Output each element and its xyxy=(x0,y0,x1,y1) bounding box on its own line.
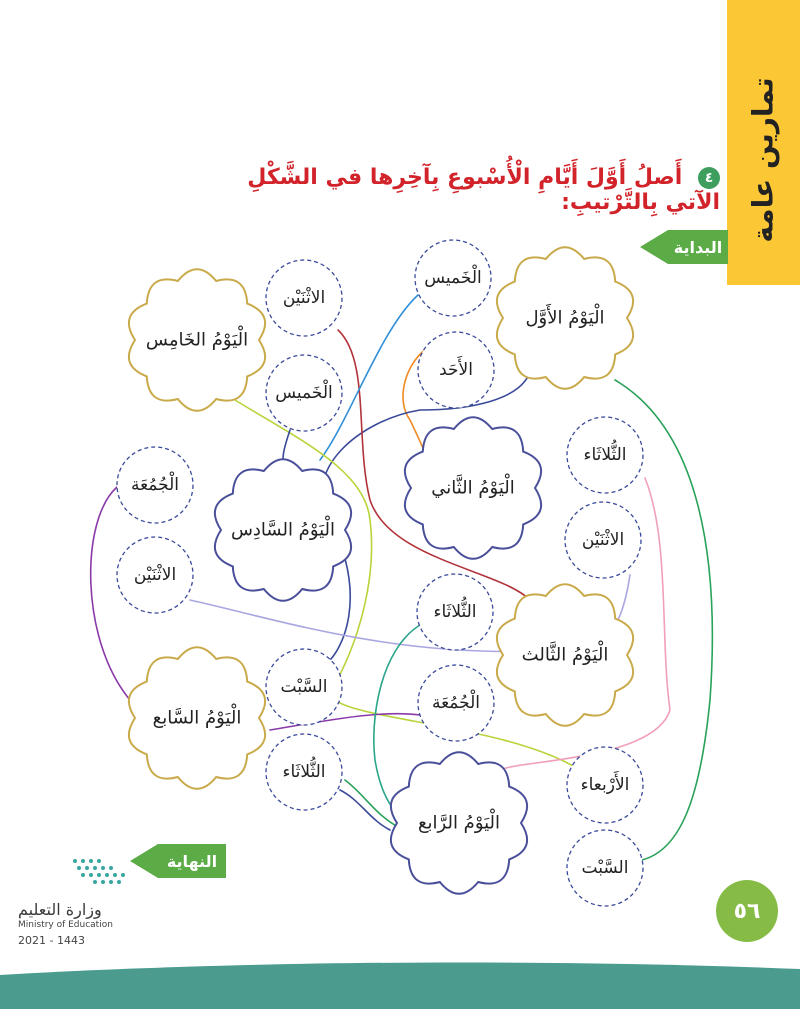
day-circle-c11 xyxy=(418,665,494,741)
day-circle-label-c6: الْجُمُعَة xyxy=(130,475,180,495)
ministry-name-english: Ministry of Education xyxy=(18,920,113,930)
day-circle-label-c1: الْخَميس xyxy=(424,268,482,288)
day-shapes xyxy=(117,240,643,906)
ministry-logo-icon xyxy=(65,855,155,885)
question-number: ٤ xyxy=(698,167,720,189)
day-circle-c14 xyxy=(567,830,643,906)
day-circle-label-c9: الثُّلاثَاء xyxy=(433,602,477,622)
day-circle-label-c11: الْجُمُعَة xyxy=(431,693,481,713)
day-circle-c1 xyxy=(415,240,491,316)
edition-year: 2021 - 1443 xyxy=(18,934,85,947)
day-circle-label-c2: الاثْنَيْن xyxy=(282,288,326,308)
flower-sixth xyxy=(215,459,351,601)
day-circle-c6 xyxy=(117,447,193,523)
flower-label-fourth: الْيَوْمُ الرَّابع xyxy=(417,812,501,834)
day-circle-c5 xyxy=(567,417,643,493)
day-circle-c12 xyxy=(266,734,342,810)
footer-wave xyxy=(0,955,800,1009)
flower-label-fifth: الْيَوْمُ الخَامِس xyxy=(145,329,249,351)
day-circle-c9 xyxy=(417,574,493,650)
section-title: تمارين عامة xyxy=(746,77,780,243)
day-circle-label-c4: الْخَميس xyxy=(275,383,333,403)
day-circle-label-c13: الأَرْبعاء xyxy=(580,775,630,795)
day-circle-c4 xyxy=(266,355,342,431)
day-circle-label-c3: الأَحَد xyxy=(439,360,473,380)
day-circle-c8 xyxy=(117,537,193,613)
day-circle-label-c7: الاثْنَيْن xyxy=(581,530,625,550)
ministry-name-arabic: وزارة التعليم xyxy=(18,900,102,919)
instruction-text: أَصلُ أَوَّلَ أَيَّامِ الْأُسْبوعِ بِآخِرِها في الشَّكْلِ الآتي بِالتَّرْتيبِ: xyxy=(247,165,720,215)
flower-label-third: الْيَوْمُ الثَّالث xyxy=(521,644,609,666)
flower-fourth xyxy=(391,752,527,894)
day-circle-label-c14: السَّبْت xyxy=(581,858,629,878)
page-number: ٥٦ xyxy=(716,880,778,942)
day-circle-label-c5: الثُّلاثَاء xyxy=(583,445,627,465)
day-circle-label-c10: السَّبْت xyxy=(280,677,328,697)
day-circle-c2 xyxy=(266,260,342,336)
flower-first xyxy=(497,247,633,389)
flower-third xyxy=(497,584,633,726)
flower-label-first: الْيَوْمُ الأَوَّل xyxy=(525,307,605,329)
day-circle-label-c8: الاثْنَيْن xyxy=(133,565,177,585)
day-circle-label-c12: الثُّلاثَاء xyxy=(282,762,326,782)
flower-label-seventh: الْيَوْمُ السَّابع xyxy=(152,707,242,729)
flower-label-sixth: الْيَوْمُ السَّادِس xyxy=(230,519,336,541)
connection-line-13 xyxy=(340,790,390,830)
day-circle-c13 xyxy=(567,747,643,823)
day-circle-c10 xyxy=(266,649,342,725)
flower-second xyxy=(405,417,541,559)
day-circle-c7 xyxy=(565,502,641,578)
end-marker: النهاية xyxy=(158,844,226,878)
flower-label-second: الْيَوْمُ الثَّاني xyxy=(431,477,515,499)
flower-seventh xyxy=(129,647,265,789)
day-circle-c3 xyxy=(418,332,494,408)
flower-fifth xyxy=(129,269,265,411)
start-marker: البداية xyxy=(668,230,728,264)
